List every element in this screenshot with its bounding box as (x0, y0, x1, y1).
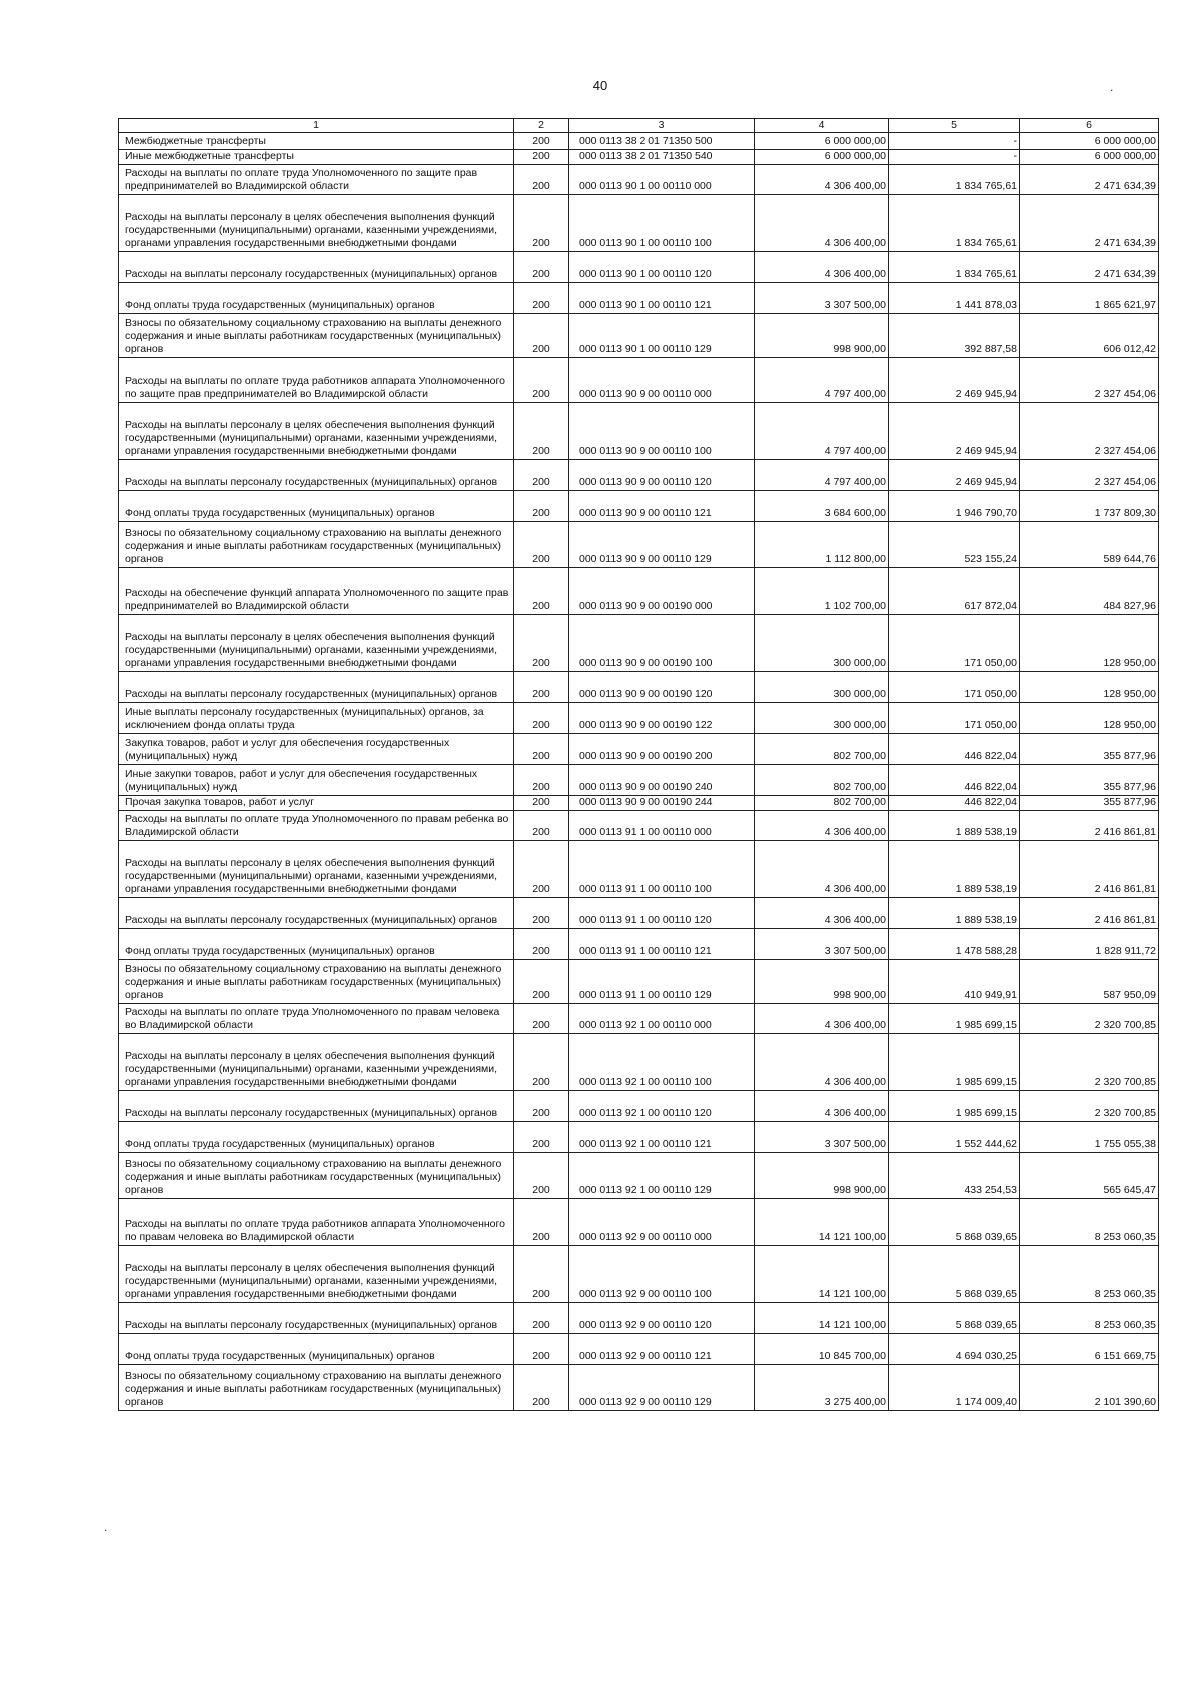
table-header (119, 119, 1159, 133)
row-col5-value: - (889, 133, 1020, 150)
row-col5-value: 446 822,04 (889, 796, 1020, 811)
row-admin-code: 200 (514, 960, 569, 1004)
row-name: Взносы по обязательному социальному страхованию на выплаты денежного содержания и иные выплаты работникам государственных (муниципальных) органов (119, 1365, 514, 1411)
header-cell-6: 6 (1020, 119, 1159, 133)
row-col5-value: 446 822,04 (889, 765, 1020, 796)
row-admin-code: 200 (514, 358, 569, 403)
table-row (119, 1034, 1159, 1091)
row-admin-code: 200 (514, 522, 569, 568)
row-budget-code: 000 0113 90 1 00 00110 120 (569, 252, 755, 283)
row-budget-code: 000 0113 92 9 00 00110 121 (569, 1334, 755, 1365)
row-admin-code: 200 (514, 314, 569, 358)
row-col5-value: - (889, 150, 1020, 165)
row-name: Фонд оплаты труда государственных (муниципальных) органов (119, 1334, 514, 1365)
row-name: Расходы на выплаты по оплате труда работников аппарата Уполномоченного по правам человека во Владимирской области (119, 1199, 514, 1246)
table-row (119, 1091, 1159, 1122)
row-col4-value: 6 000 000,00 (755, 133, 889, 150)
header-cell-5: 5 (889, 119, 1020, 133)
row-name: Расходы на выплаты по оплате труда Уполномоченного по защите прав предпринимателей во Владимирской области (119, 165, 514, 195)
row-budget-code: 000 0113 90 1 00 00110 129 (569, 314, 755, 358)
row-name: Расходы на выплаты по оплате труда Уполномоченного по правам ребенка во Владимирской области (119, 811, 514, 841)
page-number: 40 (592, 78, 608, 93)
row-budget-code: 000 0113 90 9 00 00190 244 (569, 796, 755, 811)
row-col6-value: 6 000 000,00 (1020, 133, 1159, 150)
row-admin-code: 200 (514, 165, 569, 195)
table-row (119, 898, 1159, 929)
row-col6-value: 2 416 861,81 (1020, 841, 1159, 898)
row-col4-value: 3 275 400,00 (755, 1365, 889, 1411)
row-col6-value: 2 416 861,81 (1020, 811, 1159, 841)
row-col4-value: 3 307 500,00 (755, 929, 889, 960)
row-col5-value: 1 946 790,70 (889, 491, 1020, 522)
row-col6-value: 6 000 000,00 (1020, 150, 1159, 165)
row-col6-value: 128 950,00 (1020, 615, 1159, 672)
row-budget-code: 000 0113 90 9 00 00110 120 (569, 460, 755, 491)
row-name: Фонд оплаты труда государственных (муниципальных) органов (119, 929, 514, 960)
row-col4-value: 4 306 400,00 (755, 1034, 889, 1091)
table-row (119, 929, 1159, 960)
table-row (119, 1122, 1159, 1153)
row-admin-code: 200 (514, 898, 569, 929)
row-col5-value: 1 552 444,62 (889, 1122, 1020, 1153)
row-col5-value: 2 469 945,94 (889, 460, 1020, 491)
table-row (119, 960, 1159, 1004)
row-name: Расходы на выплаты персоналу в целях обеспечения выполнения функций государственными (муниципальными) органами, казенными учреждениями, органами управления государственными внебюджетными фондами (119, 195, 514, 252)
table-row (119, 1365, 1159, 1411)
row-name: Расходы на выплаты персоналу в целях обеспечения выполнения функций государственными (муниципальными) органами, казенными учреждениями, органами управления государственными внебюджетными фондами (119, 403, 514, 460)
row-col6-value: 355 877,96 (1020, 765, 1159, 796)
header-cell-2: 2 (514, 119, 569, 133)
row-col4-value: 1 112 800,00 (755, 522, 889, 568)
row-admin-code: 200 (514, 252, 569, 283)
row-col6-value: 484 827,96 (1020, 568, 1159, 615)
row-col4-value: 998 900,00 (755, 314, 889, 358)
row-col4-value: 6 000 000,00 (755, 150, 889, 165)
row-col5-value: 392 887,58 (889, 314, 1020, 358)
header-cell-1: 1 (119, 119, 514, 133)
row-col6-value: 8 253 060,35 (1020, 1199, 1159, 1246)
row-col6-value: 2 327 454,06 (1020, 460, 1159, 491)
row-col5-value: 1 985 699,15 (889, 1004, 1020, 1034)
row-col4-value: 3 684 600,00 (755, 491, 889, 522)
row-col4-value: 10 845 700,00 (755, 1334, 889, 1365)
table-row (119, 460, 1159, 491)
row-name: Взносы по обязательному социальному страхованию на выплаты денежного содержания и иные выплаты работникам государственных (муниципальных) органов (119, 960, 514, 1004)
row-admin-code: 200 (514, 1034, 569, 1091)
row-col5-value: 171 050,00 (889, 703, 1020, 734)
table-row (119, 615, 1159, 672)
row-col6-value: 2 320 700,85 (1020, 1091, 1159, 1122)
row-budget-code: 000 0113 90 9 00 00190 120 (569, 672, 755, 703)
stray-dot: . (1110, 80, 1114, 94)
table-row (119, 358, 1159, 403)
row-col6-value: 2 471 634,39 (1020, 252, 1159, 283)
row-col5-value: 1 889 538,19 (889, 841, 1020, 898)
row-budget-code: 000 0113 90 9 00 00190 200 (569, 734, 755, 765)
row-name: Межбюджетные трансферты (119, 133, 514, 150)
row-col4-value: 4 797 400,00 (755, 460, 889, 491)
row-col4-value: 998 900,00 (755, 960, 889, 1004)
row-budget-code: 000 0113 90 9 00 00110 100 (569, 403, 755, 460)
row-col6-value: 587 950,09 (1020, 960, 1159, 1004)
row-admin-code: 200 (514, 1246, 569, 1303)
row-budget-code: 000 0113 90 1 00 00110 121 (569, 283, 755, 314)
row-col6-value: 8 253 060,35 (1020, 1303, 1159, 1334)
row-col5-value: 523 155,24 (889, 522, 1020, 568)
row-budget-code: 000 0113 90 9 00 00190 100 (569, 615, 755, 672)
row-name: Расходы на выплаты персоналу государственных (муниципальных) органов (119, 1303, 514, 1334)
row-budget-code: 000 0113 92 9 00 00110 100 (569, 1246, 755, 1303)
budget-table-container (118, 118, 1158, 1411)
row-col6-value: 1 865 621,97 (1020, 283, 1159, 314)
row-col6-value: 589 644,76 (1020, 522, 1159, 568)
row-col6-value: 606 012,42 (1020, 314, 1159, 358)
table-row (119, 150, 1159, 165)
row-name: Расходы на выплаты по оплате труда работников аппарата Уполномоченного по защите прав предпринимателей во Владимирской области (119, 358, 514, 403)
row-admin-code: 200 (514, 150, 569, 165)
row-name: Фонд оплаты труда государственных (муниципальных) органов (119, 1122, 514, 1153)
row-admin-code: 200 (514, 796, 569, 811)
row-admin-code: 200 (514, 568, 569, 615)
row-col5-value: 1 834 765,61 (889, 165, 1020, 195)
row-col4-value: 14 121 100,00 (755, 1303, 889, 1334)
row-admin-code: 200 (514, 841, 569, 898)
row-budget-code: 000 0113 90 1 00 00110 100 (569, 195, 755, 252)
table-row (119, 811, 1159, 841)
row-admin-code: 200 (514, 703, 569, 734)
row-budget-code: 000 0113 90 9 00 00110 000 (569, 358, 755, 403)
row-col4-value: 4 797 400,00 (755, 403, 889, 460)
row-admin-code: 200 (514, 1334, 569, 1365)
header-row (119, 119, 1159, 133)
row-col5-value: 1 889 538,19 (889, 811, 1020, 841)
row-budget-code: 000 0113 38 2 01 71350 540 (569, 150, 755, 165)
row-admin-code: 200 (514, 491, 569, 522)
table-row (119, 1246, 1159, 1303)
row-name: Расходы на выплаты персоналу в целях обеспечения выполнения функций государственными (муниципальными) органами, казенными учреждениями, органами управления государственными внебюджетными фондами (119, 615, 514, 672)
table-row (119, 403, 1159, 460)
header-cell-3: 3 (569, 119, 755, 133)
table-row (119, 734, 1159, 765)
row-admin-code: 200 (514, 1365, 569, 1411)
row-col4-value: 4 306 400,00 (755, 165, 889, 195)
row-col6-value: 8 253 060,35 (1020, 1246, 1159, 1303)
row-col6-value: 355 877,96 (1020, 734, 1159, 765)
row-col5-value: 1 174 009,40 (889, 1365, 1020, 1411)
row-name: Расходы на выплаты персоналу государственных (муниципальных) органов (119, 672, 514, 703)
row-budget-code: 000 0113 92 1 00 00110 121 (569, 1122, 755, 1153)
table-row (119, 314, 1159, 358)
row-admin-code: 200 (514, 283, 569, 314)
row-admin-code: 200 (514, 1122, 569, 1153)
row-name: Иные закупки товаров, работ и услуг для обеспечения государственных (муниципальных) нужд (119, 765, 514, 796)
row-budget-code: 000 0113 92 1 00 00110 120 (569, 1091, 755, 1122)
row-budget-code: 000 0113 90 9 00 00110 121 (569, 491, 755, 522)
row-budget-code: 000 0113 91 1 00 00110 100 (569, 841, 755, 898)
row-col4-value: 14 121 100,00 (755, 1246, 889, 1303)
row-col6-value: 2 416 861,81 (1020, 898, 1159, 929)
table-row (119, 796, 1159, 811)
table-row (119, 195, 1159, 252)
row-col4-value: 3 307 500,00 (755, 283, 889, 314)
row-budget-code: 000 0113 91 1 00 00110 129 (569, 960, 755, 1004)
row-col5-value: 1 985 699,15 (889, 1034, 1020, 1091)
row-name: Расходы на выплаты персоналу государственных (муниципальных) органов (119, 1091, 514, 1122)
row-name: Расходы на выплаты персоналу государственных (муниципальных) органов (119, 898, 514, 929)
row-col4-value: 4 306 400,00 (755, 1091, 889, 1122)
row-name: Расходы на выплаты персоналу в целях обеспечения выполнения функций государственными (муниципальными) органами, казенными учреждениями, органами управления государственными внебюджетными фондами (119, 841, 514, 898)
row-col4-value: 4 306 400,00 (755, 195, 889, 252)
row-admin-code: 200 (514, 929, 569, 960)
row-col6-value: 2 471 634,39 (1020, 165, 1159, 195)
row-col6-value: 128 950,00 (1020, 672, 1159, 703)
row-name: Иные межбюджетные трансферты (119, 150, 514, 165)
row-name: Фонд оплаты труда государственных (муниципальных) органов (119, 283, 514, 314)
row-col6-value: 1 737 809,30 (1020, 491, 1159, 522)
stray-dot: . (104, 1520, 108, 1534)
row-budget-code: 000 0113 90 1 00 00110 000 (569, 165, 755, 195)
row-col5-value: 1 478 588,28 (889, 929, 1020, 960)
row-name: Расходы на выплаты персоналу государственных (муниципальных) органов (119, 460, 514, 491)
row-col4-value: 4 306 400,00 (755, 841, 889, 898)
row-name: Расходы на выплаты персоналу в целях обеспечения выполнения функций государственными (муниципальными) органами, казенными учреждениями, органами управления государственными внебюджетными фондами (119, 1034, 514, 1091)
table-row (119, 568, 1159, 615)
row-col6-value: 565 645,47 (1020, 1153, 1159, 1199)
row-name: Расходы на выплаты по оплате труда Уполномоченного по правам человека во Владимирской области (119, 1004, 514, 1034)
row-admin-code: 200 (514, 811, 569, 841)
table-row (119, 1199, 1159, 1246)
row-budget-code: 000 0113 91 1 00 00110 121 (569, 929, 755, 960)
row-col6-value: 2 101 390,60 (1020, 1365, 1159, 1411)
table-row (119, 1303, 1159, 1334)
table-row (119, 1153, 1159, 1199)
row-col4-value: 998 900,00 (755, 1153, 889, 1199)
table-row (119, 672, 1159, 703)
row-budget-code: 000 0113 92 1 00 00110 100 (569, 1034, 755, 1091)
row-name: Расходы на выплаты персоналу в целях обеспечения выполнения функций государственными (муниципальными) органами, казенными учреждениями, органами управления государственными внебюджетными фондами (119, 1246, 514, 1303)
row-col5-value: 433 254,53 (889, 1153, 1020, 1199)
row-col4-value: 802 700,00 (755, 765, 889, 796)
row-col6-value: 2 320 700,85 (1020, 1004, 1159, 1034)
row-col4-value: 3 307 500,00 (755, 1122, 889, 1153)
row-admin-code: 200 (514, 1004, 569, 1034)
row-col6-value: 355 877,96 (1020, 796, 1159, 811)
row-col5-value: 410 949,91 (889, 960, 1020, 1004)
row-admin-code: 200 (514, 133, 569, 150)
table-row (119, 133, 1159, 150)
table-row (119, 165, 1159, 195)
row-budget-code: 000 0113 92 9 00 00110 129 (569, 1365, 755, 1411)
row-col5-value: 1 834 765,61 (889, 252, 1020, 283)
row-col6-value: 128 950,00 (1020, 703, 1159, 734)
row-admin-code: 200 (514, 195, 569, 252)
row-budget-code: 000 0113 92 1 00 00110 129 (569, 1153, 755, 1199)
row-admin-code: 200 (514, 1303, 569, 1334)
row-col4-value: 4 306 400,00 (755, 811, 889, 841)
table-row (119, 491, 1159, 522)
row-budget-code: 000 0113 38 2 01 71350 500 (569, 133, 755, 150)
row-col5-value: 5 868 039,65 (889, 1303, 1020, 1334)
row-admin-code: 200 (514, 460, 569, 491)
row-name: Фонд оплаты труда государственных (муниципальных) органов (119, 491, 514, 522)
table-row (119, 1004, 1159, 1034)
row-col6-value: 2 471 634,39 (1020, 195, 1159, 252)
row-col6-value: 2 327 454,06 (1020, 358, 1159, 403)
row-admin-code: 200 (514, 765, 569, 796)
row-col4-value: 4 306 400,00 (755, 252, 889, 283)
row-col6-value: 1 828 911,72 (1020, 929, 1159, 960)
row-name: Закупка товаров, работ и услуг для обеспечения государственных (муниципальных) нужд (119, 734, 514, 765)
row-admin-code: 200 (514, 1153, 569, 1199)
row-col5-value: 1 441 878,03 (889, 283, 1020, 314)
row-budget-code: 000 0113 92 9 00 00110 120 (569, 1303, 755, 1334)
row-col5-value: 1 889 538,19 (889, 898, 1020, 929)
row-col6-value: 2 320 700,85 (1020, 1034, 1159, 1091)
row-col4-value: 300 000,00 (755, 672, 889, 703)
table-body (119, 133, 1159, 1411)
row-name: Взносы по обязательному социальному страхованию на выплаты денежного содержания и иные выплаты работникам государственных (муниципальных) органов (119, 1153, 514, 1199)
table-row (119, 252, 1159, 283)
row-col4-value: 4 306 400,00 (755, 898, 889, 929)
row-budget-code: 000 0113 91 1 00 00110 000 (569, 811, 755, 841)
row-budget-code: 000 0113 90 9 00 00190 122 (569, 703, 755, 734)
row-col5-value: 5 868 039,65 (889, 1199, 1020, 1246)
table-row (119, 1334, 1159, 1365)
row-col5-value: 446 822,04 (889, 734, 1020, 765)
row-col6-value: 1 755 055,38 (1020, 1122, 1159, 1153)
row-col4-value: 14 121 100,00 (755, 1199, 889, 1246)
row-col6-value: 6 151 669,75 (1020, 1334, 1159, 1365)
row-col5-value: 171 050,00 (889, 672, 1020, 703)
row-admin-code: 200 (514, 734, 569, 765)
row-col4-value: 300 000,00 (755, 703, 889, 734)
row-col4-value: 300 000,00 (755, 615, 889, 672)
row-col5-value: 2 469 945,94 (889, 403, 1020, 460)
row-col4-value: 4 306 400,00 (755, 1004, 889, 1034)
row-budget-code: 000 0113 92 1 00 00110 000 (569, 1004, 755, 1034)
row-admin-code: 200 (514, 1199, 569, 1246)
row-name: Иные выплаты персоналу государственных (муниципальных) органов, за исключением фонда оплаты труда (119, 703, 514, 734)
row-col5-value: 4 694 030,25 (889, 1334, 1020, 1365)
row-col5-value: 171 050,00 (889, 615, 1020, 672)
budget-table (118, 118, 1159, 1411)
row-budget-code: 000 0113 92 9 00 00110 000 (569, 1199, 755, 1246)
table-row (119, 765, 1159, 796)
row-col4-value: 802 700,00 (755, 734, 889, 765)
row-col4-value: 4 797 400,00 (755, 358, 889, 403)
table-row (119, 841, 1159, 898)
row-admin-code: 200 (514, 1091, 569, 1122)
row-col5-value: 1 985 699,15 (889, 1091, 1020, 1122)
table-row (119, 703, 1159, 734)
header-cell-4: 4 (755, 119, 889, 133)
row-col6-value: 2 327 454,06 (1020, 403, 1159, 460)
row-col4-value: 802 700,00 (755, 796, 889, 811)
row-col4-value: 1 102 700,00 (755, 568, 889, 615)
row-name: Расходы на выплаты персоналу государственных (муниципальных) органов (119, 252, 514, 283)
row-budget-code: 000 0113 90 9 00 00110 129 (569, 522, 755, 568)
row-admin-code: 200 (514, 615, 569, 672)
row-col5-value: 5 868 039,65 (889, 1246, 1020, 1303)
row-budget-code: 000 0113 91 1 00 00110 120 (569, 898, 755, 929)
row-name: Прочая закупка товаров, работ и услуг (119, 796, 514, 811)
row-col5-value: 617 872,04 (889, 568, 1020, 615)
table-row (119, 522, 1159, 568)
row-admin-code: 200 (514, 403, 569, 460)
table-row (119, 283, 1159, 314)
row-col5-value: 2 469 945,94 (889, 358, 1020, 403)
row-name: Взносы по обязательному социальному страхованию на выплаты денежного содержания и иные выплаты работникам государственных (муниципальных) органов (119, 522, 514, 568)
row-name: Взносы по обязательному социальному страхованию на выплаты денежного содержания и иные выплаты работникам государственных (муниципальных) органов (119, 314, 514, 358)
row-col5-value: 1 834 765,61 (889, 195, 1020, 252)
row-name: Расходы на обеспечение функций аппарата Уполномоченного по защите прав предпринимателей во Владимирской области (119, 568, 514, 615)
row-admin-code: 200 (514, 672, 569, 703)
row-budget-code: 000 0113 90 9 00 00190 240 (569, 765, 755, 796)
row-budget-code: 000 0113 90 9 00 00190 000 (569, 568, 755, 615)
